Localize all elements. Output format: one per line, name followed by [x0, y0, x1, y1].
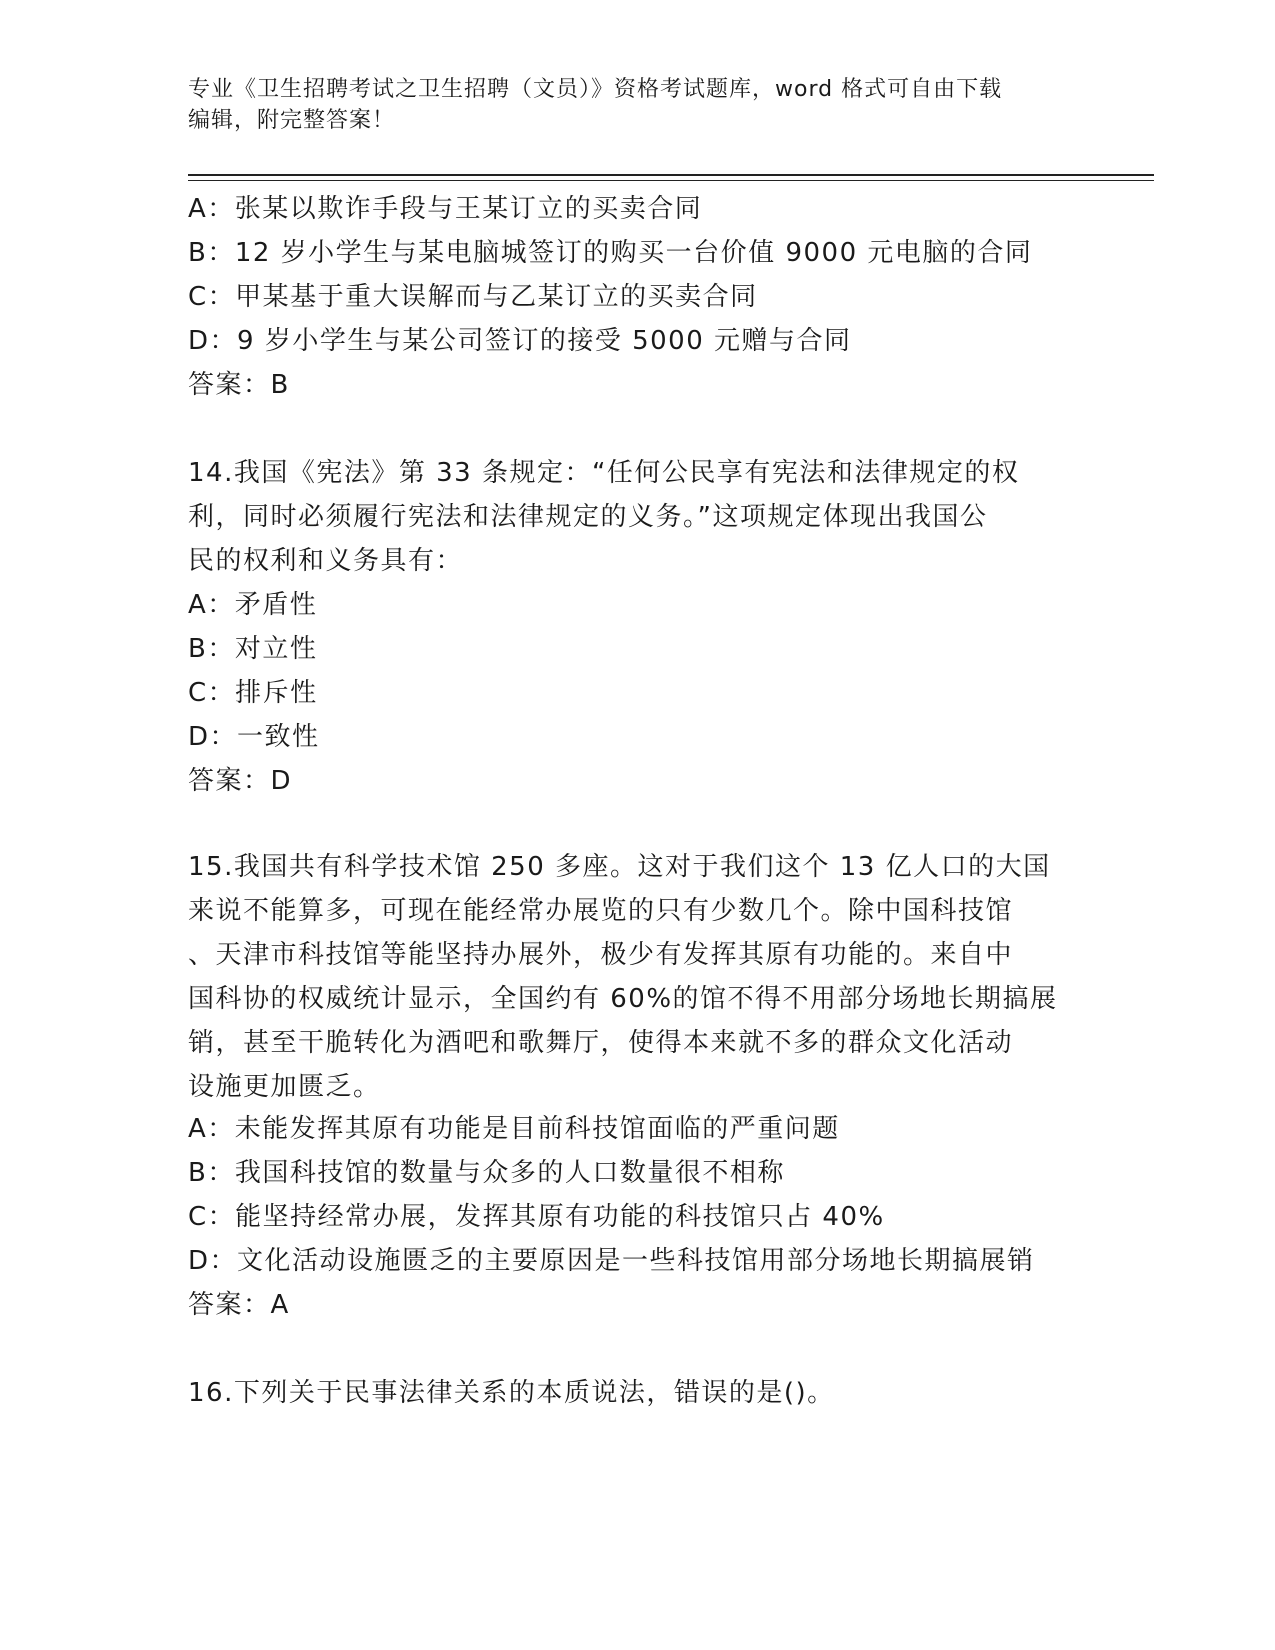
q15-option-b: B：我国科技馆的数量与众多的人口数量很不相称 — [188, 1158, 785, 1188]
q13-option-c: C：甲某基于重大误解而与乙某订立的买卖合同 — [188, 282, 758, 312]
q13-option-b: B：12 岁小学生与某电脑城签订的购买一台价值 9000 元电脑的合同 — [188, 238, 1033, 268]
q15-option-d: D：文化活动设施匮乏的主要原因是一些科技馆用部分场地长期搞展销 — [188, 1246, 1035, 1276]
q15-stem-line-3: 、天津市科技馆等能坚持办展外，极少有发挥其原有功能的。来自中 — [188, 940, 1014, 970]
q15-stem-line-5: 销，甚至干脆转化为酒吧和歌舞厅，使得本来就不多的群众文化活动 — [188, 1028, 1014, 1058]
document-header — [188, 74, 1088, 136]
q14-stem-line-3: 民的权利和义务具有： — [188, 546, 464, 576]
q16-stem: 16.下列关于民事法律关系的本质说法，错误的是()。 — [188, 1378, 835, 1408]
q14-option-d: D：一致性 — [188, 722, 320, 752]
q14-option-a: A：矛盾性 — [188, 590, 318, 620]
q13-answer: 答案：B — [188, 370, 290, 400]
q14-stem-line-2: 利，同时必须履行宪法和法律规定的义务。”这项规定体现出我国公 — [188, 502, 988, 532]
q15-stem-line-1: 15.我国共有科学技术馆 250 多座。这对于我们这个 13 亿人口的大国 — [188, 852, 1051, 882]
q15-stem-line-2: 来说不能算多，可现在能经常办展览的只有少数几个。除中国科技馆 — [188, 896, 1014, 926]
q13-option-d: D：9 岁小学生与某公司签订的接受 5000 元赠与合同 — [188, 326, 852, 356]
q14-option-c: C：排斥性 — [188, 678, 318, 708]
q15-option-c: C：能坚持经常办展，发挥其原有功能的科技馆只占 40% — [188, 1202, 885, 1232]
q15-stem-line-4: 国科协的权威统计显示，全国约有 60%的馆不得不用部分场地长期搞展 — [188, 984, 1058, 1014]
header-rule-thick — [188, 174, 1154, 176]
header-line-2: 编辑，附完整答案！ — [188, 108, 396, 133]
q13-option-a: A：张某以欺诈手段与王某订立的买卖合同 — [188, 194, 703, 224]
q14-answer: 答案：D — [188, 766, 293, 796]
header-line-1: 专业《卫生招聘考试之卫生招聘（文员）》资格考试题库，word 格式可自由下载 — [188, 77, 1003, 102]
q15-option-a: A：未能发挥其原有功能是目前科技馆面临的严重问题 — [188, 1114, 840, 1144]
q14-stem-line-1: 14.我国《宪法》第 33 条规定：“任何公民享有宪法和法律规定的权 — [188, 458, 1020, 488]
q15-answer: 答案：A — [188, 1290, 290, 1320]
header-rule-thin — [188, 180, 1154, 181]
q14-option-b: B：对立性 — [188, 634, 318, 664]
q15-stem-line-6: 设施更加匮乏。 — [188, 1072, 381, 1102]
